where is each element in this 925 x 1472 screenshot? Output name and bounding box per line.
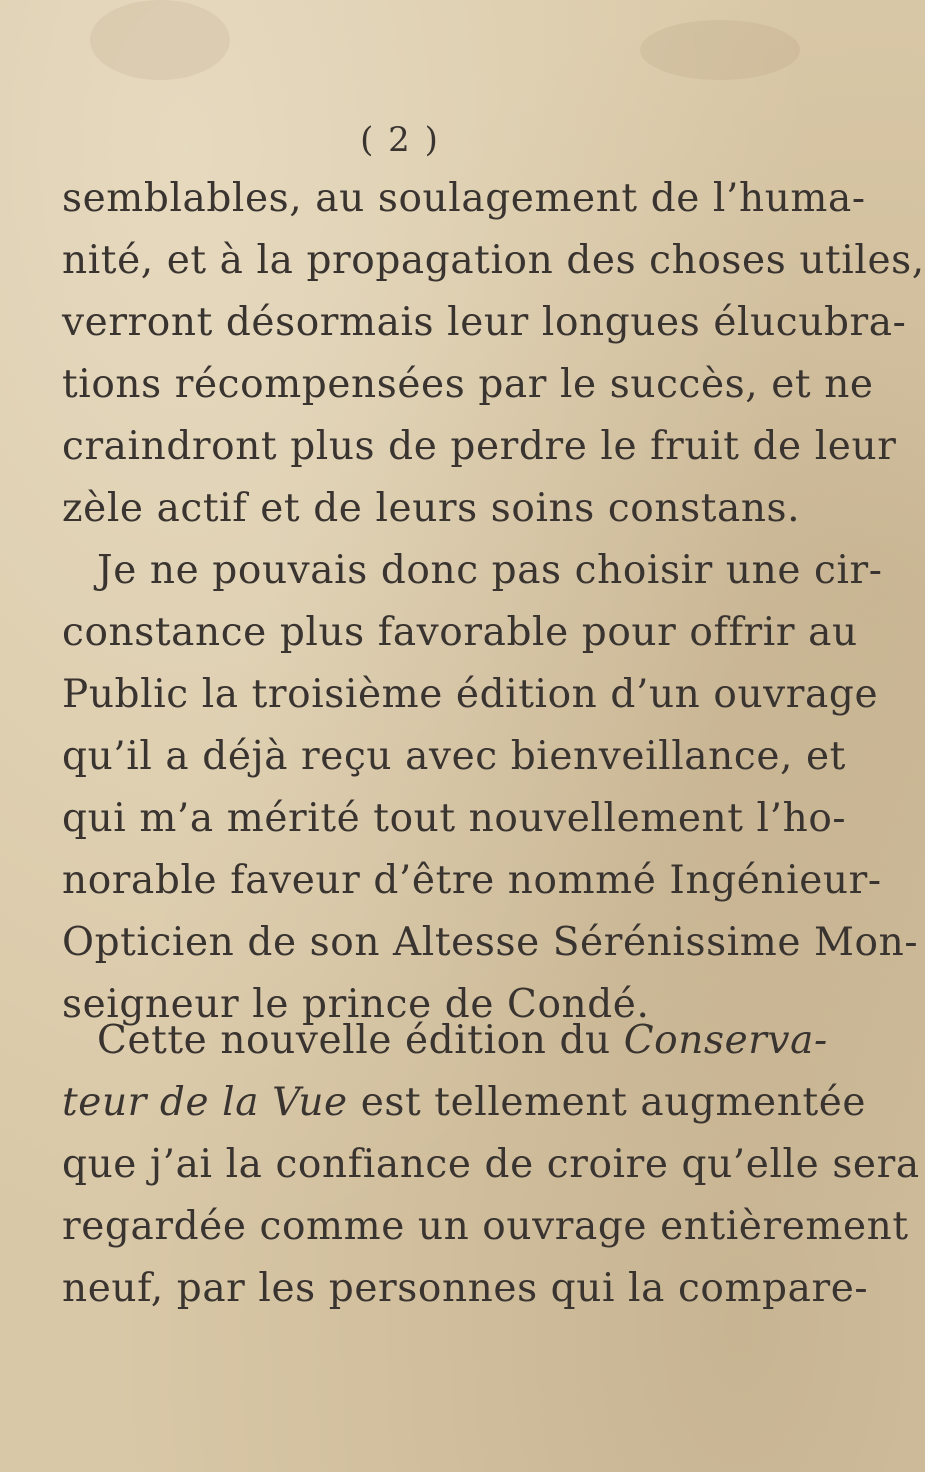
text-line: qu’il a déjà reçu avec bienveillance, et	[62, 734, 846, 779]
text-line: neuf, par les personnes qui la compare-	[62, 1266, 869, 1311]
book-title-italic: Conserva-	[623, 1018, 828, 1063]
text-line: tions récompensées par le succès, et ne	[62, 362, 874, 407]
paragraph-3	[62, 1010, 920, 1320]
text-line: craindront plus de perdre le fruit de leur	[62, 424, 897, 469]
text-line: constance plus favorable pour offrir au	[62, 610, 858, 655]
paragraph-2	[62, 540, 919, 1036]
text-line: seigneur le prince de Condé.	[62, 982, 650, 1027]
text-line: Opticien de son Altesse Sérénissime Mon-	[62, 920, 919, 965]
text-line: que j’ai la confiance de croire qu’elle sera	[62, 1142, 920, 1187]
book-title-italic: teur de la Vue	[62, 1080, 348, 1125]
text-line: qui m’a mérité tout nouvellement l’ho-	[62, 796, 847, 841]
text-line: norable faveur d’être nommé Ingénieur-	[62, 858, 882, 903]
page-number: ( 2 )	[360, 120, 440, 160]
text-span: Cette nouvelle édition du	[97, 1018, 624, 1063]
paragraph-1	[62, 168, 925, 540]
text-line	[62, 1072, 867, 1134]
text-line: zèle actif et de leurs soins constans.	[62, 486, 801, 531]
text-line: Je ne pouvais donc pas choisir une cir-	[97, 548, 883, 593]
text-line	[62, 1010, 828, 1072]
text-line: semblables, au soulagement de l’huma-	[62, 176, 866, 221]
text-line: nité, et à la propagation des choses utiles,	[62, 238, 925, 283]
text-line: Public la troisième édition d’un ouvrage	[62, 672, 879, 717]
text-line: regardée comme un ouvrage entièrement	[62, 1204, 909, 1249]
paper-stain	[640, 20, 800, 80]
text-span: est tellement augmentée	[347, 1080, 867, 1125]
paper-stain	[90, 0, 230, 80]
text-line: verront désormais leur longues élucubra-	[62, 300, 907, 345]
